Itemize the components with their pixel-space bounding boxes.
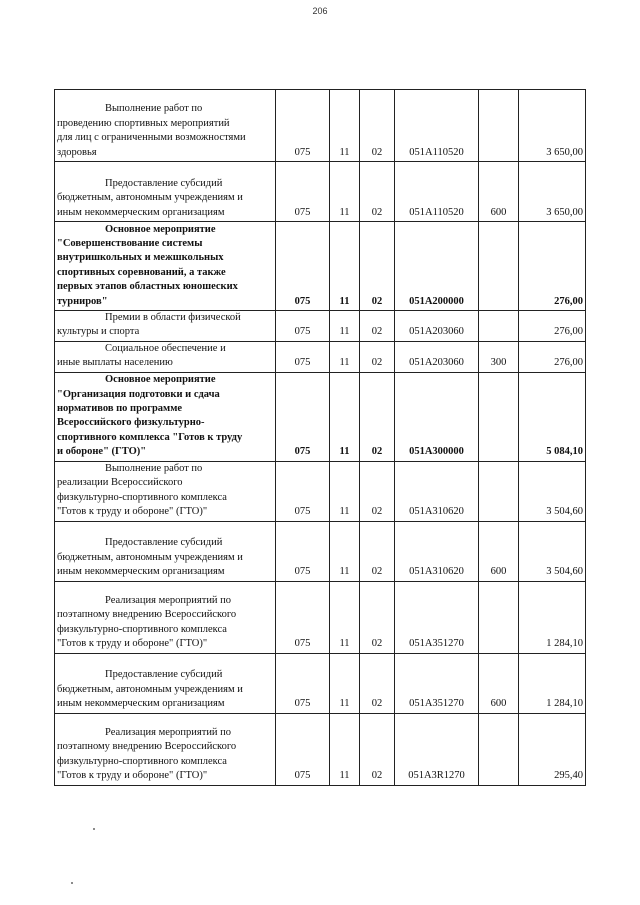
row-name-cell xyxy=(55,311,276,342)
row-name-cell xyxy=(55,653,276,713)
row-name-line: физкультурно-спортивного комплекса xyxy=(57,755,227,767)
table-row xyxy=(55,162,586,222)
row-name-cell xyxy=(55,372,276,461)
amount-cell: 3 650,00 xyxy=(519,90,586,162)
row-name-line: нормативов по программе xyxy=(57,403,183,414)
row-name-line: "Готов к труду и обороне" (ГТО)" xyxy=(57,506,208,518)
vr-cell xyxy=(479,581,519,653)
table-row xyxy=(55,581,586,653)
vr-cell xyxy=(479,372,519,461)
ved-cell: 075 xyxy=(276,713,330,785)
row-name-line: Премии в области физической xyxy=(105,312,241,323)
table-row xyxy=(55,521,586,581)
rz-cell: 11 xyxy=(330,162,360,222)
table-row xyxy=(55,461,586,521)
row-name-line: Предоставление субсидий xyxy=(105,669,223,681)
ved-cell: 075 xyxy=(276,341,330,372)
csr-cell: 051A110520 xyxy=(395,90,479,162)
rz-cell: 11 xyxy=(330,653,360,713)
ved-cell: 075 xyxy=(276,90,330,162)
row-name-line: бюджетным, автономным учреждениям и xyxy=(57,192,243,204)
row-name-line: внутришкольных и межшкольных xyxy=(57,252,224,264)
row-name-line: Основное мероприятие xyxy=(105,223,216,235)
csr-cell: 051A3R1270 xyxy=(395,713,479,785)
amount-cell: 276,00 xyxy=(519,311,586,342)
pr-cell: 02 xyxy=(360,341,395,372)
row-name-line: проведению спортивных мероприятий xyxy=(57,117,230,129)
rz-cell: 11 xyxy=(330,521,360,581)
row-name-line: здоровья xyxy=(57,146,97,158)
csr-cell: 051A200000 xyxy=(395,222,479,311)
row-name-line: иным некоммерческим организациям xyxy=(57,206,225,218)
csr-cell: 051A310620 xyxy=(395,461,479,521)
pr-cell: 02 xyxy=(360,162,395,222)
row-name-line: реализации Всероссийского xyxy=(57,477,183,489)
rz-cell: 11 xyxy=(330,461,360,521)
table-row xyxy=(55,653,586,713)
vr-cell xyxy=(479,713,519,785)
ved-cell: 075 xyxy=(276,162,330,222)
amount-cell: 1 284,10 xyxy=(519,653,586,713)
row-name-cell xyxy=(55,521,276,581)
budget-table xyxy=(54,89,586,786)
row-name-line: "Совершенствование системы xyxy=(57,237,203,249)
row-name-line: физкультурно-спортивного комплекса xyxy=(57,491,227,503)
row-name-line: Социальное обеспечение и xyxy=(105,342,226,354)
row-name-line: физкультурно-спортивного комплекса xyxy=(57,623,227,635)
row-name-line: турниров" xyxy=(57,295,108,307)
vr-cell xyxy=(479,90,519,162)
csr-cell: 051A203060 xyxy=(395,341,479,372)
rz-cell: 11 xyxy=(330,713,360,785)
row-name-line: "Организация подготовки и сдача xyxy=(57,388,220,400)
vr-cell xyxy=(479,222,519,311)
row-name-line: "Готов к труду и обороне" (ГТО)" xyxy=(57,770,208,782)
csr-cell: 051A351270 xyxy=(395,653,479,713)
vr-cell: 600 xyxy=(479,653,519,713)
row-name-line: бюджетным, автономным учреждениям и xyxy=(57,683,243,695)
amount-cell: 3 650,00 xyxy=(519,162,586,222)
ved-cell: 075 xyxy=(276,581,330,653)
csr-cell: 051A351270 xyxy=(395,581,479,653)
row-name-cell xyxy=(55,162,276,222)
ved-cell: 075 xyxy=(276,372,330,461)
ved-cell: 075 xyxy=(276,461,330,521)
scan-speck xyxy=(93,828,95,830)
pr-cell: 02 xyxy=(360,653,395,713)
vr-cell xyxy=(479,311,519,342)
amount-cell: 295,40 xyxy=(519,713,586,785)
rz-cell: 11 xyxy=(330,90,360,162)
vr-cell: 600 xyxy=(479,521,519,581)
row-name-line: Реализация мероприятий по xyxy=(105,595,232,606)
row-name-line: иным некоммерческим организациям xyxy=(57,566,225,578)
table-row xyxy=(55,222,586,311)
csr-cell: 051A110520 xyxy=(395,162,479,222)
row-name-line: Основное мероприятие xyxy=(105,374,216,386)
table-row xyxy=(55,372,586,461)
row-name-line: и обороне" (ГТО)" xyxy=(57,446,147,458)
row-name-line: Выполнение работ по xyxy=(105,103,203,115)
pr-cell: 02 xyxy=(360,90,395,162)
ved-cell: 075 xyxy=(276,653,330,713)
row-name-line: "Готов к труду и обороне" (ГТО)" xyxy=(57,638,208,650)
row-name-line: Реализация мероприятий по xyxy=(105,727,232,738)
ved-cell: 075 xyxy=(276,222,330,311)
table-row xyxy=(55,90,586,162)
row-name-line: спортивного комплекса "Готов к труду xyxy=(57,431,243,443)
row-name-cell xyxy=(55,222,276,311)
row-name-line: иные выплаты населению xyxy=(57,357,173,369)
pr-cell: 02 xyxy=(360,581,395,653)
vr-cell: 600 xyxy=(479,162,519,222)
row-name-line: спортивных соревнований, а также xyxy=(57,266,226,278)
rz-cell: 11 xyxy=(330,372,360,461)
table-row xyxy=(55,341,586,372)
amount-cell: 5 084,10 xyxy=(519,372,586,461)
row-name-line: культуры и спорта xyxy=(57,326,140,338)
rz-cell: 11 xyxy=(330,341,360,372)
scan-speck xyxy=(71,882,73,884)
page-number: 206 xyxy=(312,6,328,16)
row-name-line: Всероссийского физкультурно- xyxy=(57,417,205,429)
amount-cell: 276,00 xyxy=(519,341,586,372)
vr-cell: 300 xyxy=(479,341,519,372)
amount-cell: 1 284,10 xyxy=(519,581,586,653)
row-name-line: бюджетным, автономным учреждениям и xyxy=(57,551,243,563)
row-name-line: Предоставление субсидий xyxy=(105,177,223,189)
pr-cell: 02 xyxy=(360,521,395,581)
csr-cell: 051A310620 xyxy=(395,521,479,581)
row-name-line: Выполнение работ по xyxy=(105,463,203,474)
row-name-cell xyxy=(55,90,276,162)
row-name-line: иным некоммерческим организациям xyxy=(57,698,225,710)
vr-cell xyxy=(479,461,519,521)
csr-cell: 051A203060 xyxy=(395,311,479,342)
pr-cell: 02 xyxy=(360,372,395,461)
rz-cell: 11 xyxy=(330,311,360,342)
amount-cell: 3 504,60 xyxy=(519,521,586,581)
table-row xyxy=(55,311,586,342)
row-name-cell xyxy=(55,581,276,653)
row-name-line: поэтапному внедрению Всероссийского xyxy=(57,741,237,753)
row-name-cell xyxy=(55,461,276,521)
amount-cell: 276,00 xyxy=(519,222,586,311)
rz-cell: 11 xyxy=(330,581,360,653)
row-name-line: поэтапному внедрению Всероссийского xyxy=(57,609,237,621)
pr-cell: 02 xyxy=(360,222,395,311)
csr-cell: 051A300000 xyxy=(395,372,479,461)
ved-cell: 075 xyxy=(276,311,330,342)
row-name-line: первых этапов областных юношеских xyxy=(57,281,238,293)
row-name-cell xyxy=(55,341,276,372)
row-name-line: Предоставление субсидий xyxy=(105,537,223,549)
rz-cell: 11 xyxy=(330,222,360,311)
ved-cell: 075 xyxy=(276,521,330,581)
row-name-cell xyxy=(55,713,276,785)
pr-cell: 02 xyxy=(360,461,395,521)
pr-cell: 02 xyxy=(360,713,395,785)
amount-cell: 3 504,60 xyxy=(519,461,586,521)
pr-cell: 02 xyxy=(360,311,395,342)
row-name-line: для лиц с ограниченными возможностями xyxy=(57,132,246,144)
table-row xyxy=(55,713,586,785)
